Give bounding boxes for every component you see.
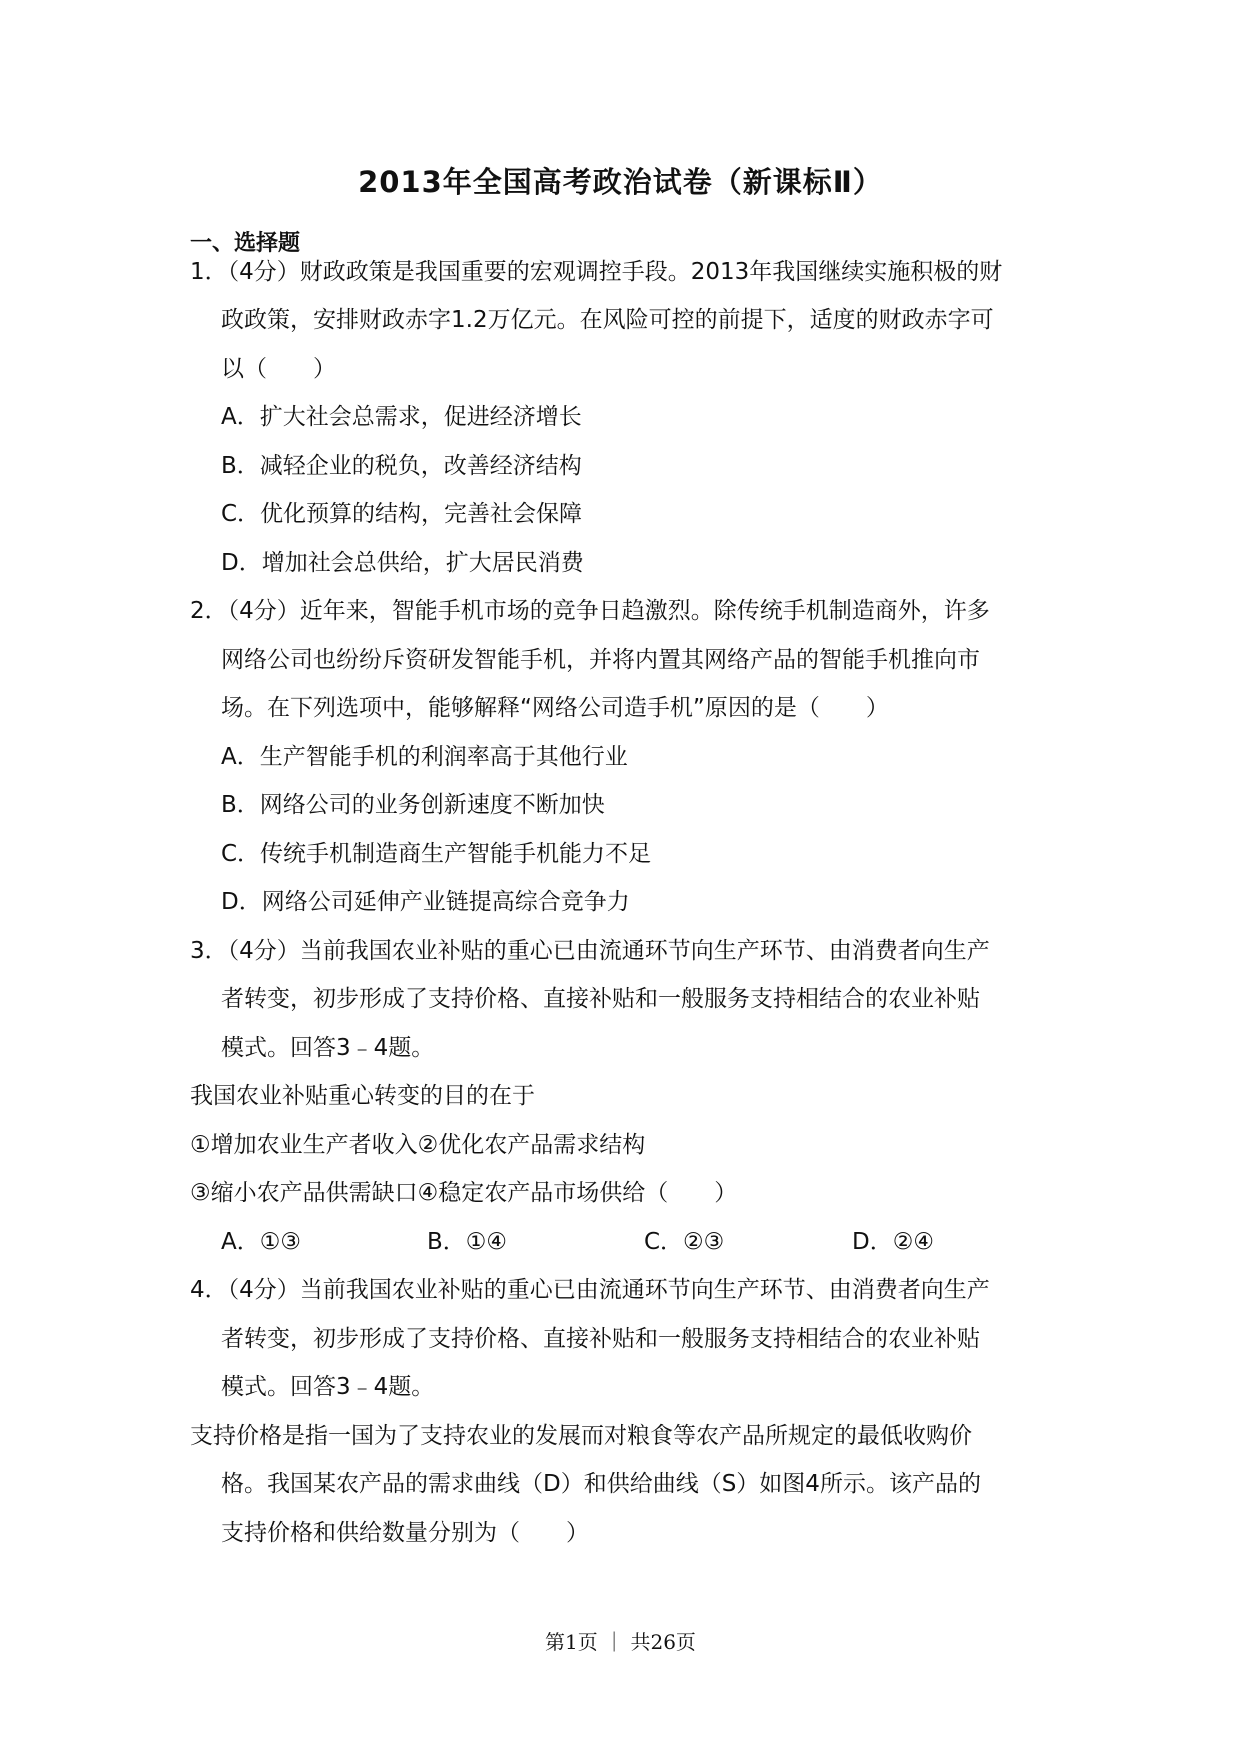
q4-line-1: 4．（4分）当前我国农业补贴的重心已由流通环节向生产环节、由消费者向生产 [190, 1277, 990, 1303]
q3-option-d: D．②④ [852, 1229, 934, 1255]
q3-option-a: A．①③ [221, 1229, 301, 1255]
q4-line-3: 模式。回答3﹣4题。 [221, 1374, 435, 1400]
q1-option-b: B．减轻企业的税负，改善经济结构 [221, 453, 582, 479]
section-heading: 一、选择题 [190, 231, 301, 256]
q3-line-2: 者转变，初步形成了支持价格、直接补贴和一般服务支持相结合的农业补贴 [221, 986, 980, 1012]
q1-line-3: 以（ ） [221, 356, 336, 382]
q1-option-c: C．优化预算的结构，完善社会保障 [221, 501, 583, 527]
q4-stem-1: 支持价格是指一国为了支持农业的发展而对粮食等农产品所规定的最低收购价 [190, 1423, 972, 1449]
q1-line-1: 1．（4分）财政政策是我国重要的宏观调控手段。2013年我国继续实施积极的财 [190, 259, 1003, 285]
q1-line-2: 政政策，安排财政赤字1.2万亿元。在风险可控的前提下，适度的财政赤字可 [221, 307, 994, 333]
q4-stem-3: 支持价格和供给数量分别为（ ） [221, 1520, 589, 1546]
q4-stem-2: 格。我国某农产品的需求曲线（D）和供给曲线（S）如图4所示。该产品的 [221, 1471, 981, 1497]
q3-stem-1: 我国农业补贴重心转变的目的在于 [190, 1083, 535, 1109]
q2-line-1: 2．（4分）近年来，智能手机市场的竞争日趋激烈。除传统手机制造商外，许多 [190, 598, 990, 624]
q2-option-c: C．传统手机制造商生产智能手机能力不足 [221, 841, 652, 867]
q2-option-d: D．网络公司延伸产业链提高综合竞争力 [221, 889, 630, 915]
q2-line-3: 场。在下列选项中，能够解释“网络公司造手机”原因的是（ ） [221, 695, 889, 721]
page-title: 2013年全国高考政治试卷（新课标Ⅱ） [358, 165, 883, 199]
page-footer: 第1页 ｜ 共26页 [545, 1630, 696, 1654]
q3-line-3: 模式。回答3﹣4题。 [221, 1035, 435, 1061]
q3-stem-3: ③缩小农产品供需缺口④稳定农产品市场供给（ ） [190, 1180, 738, 1206]
q3-option-c: C．②③ [644, 1229, 725, 1255]
q2-line-2: 网络公司也纷纷斥资研发智能手机，并将内置其网络产品的智能手机推向市 [221, 647, 980, 673]
q3-line-1: 3．（4分）当前我国农业补贴的重心已由流通环节向生产环节、由消费者向生产 [190, 938, 990, 964]
q2-option-a: A．生产智能手机的利润率高于其他行业 [221, 744, 628, 770]
q3-stem-2: ①增加农业生产者收入②优化农产品需求结构 [190, 1132, 646, 1158]
q4-line-2: 者转变，初步形成了支持价格、直接补贴和一般服务支持相结合的农业补贴 [221, 1326, 980, 1352]
q1-option-a: A．扩大社会总需求，促进经济增长 [221, 404, 582, 430]
q3-option-b: B．①④ [427, 1229, 508, 1255]
q2-option-b: B．网络公司的业务创新速度不断加快 [221, 792, 605, 818]
q1-option-d: D．增加社会总供给，扩大居民消费 [221, 550, 584, 576]
